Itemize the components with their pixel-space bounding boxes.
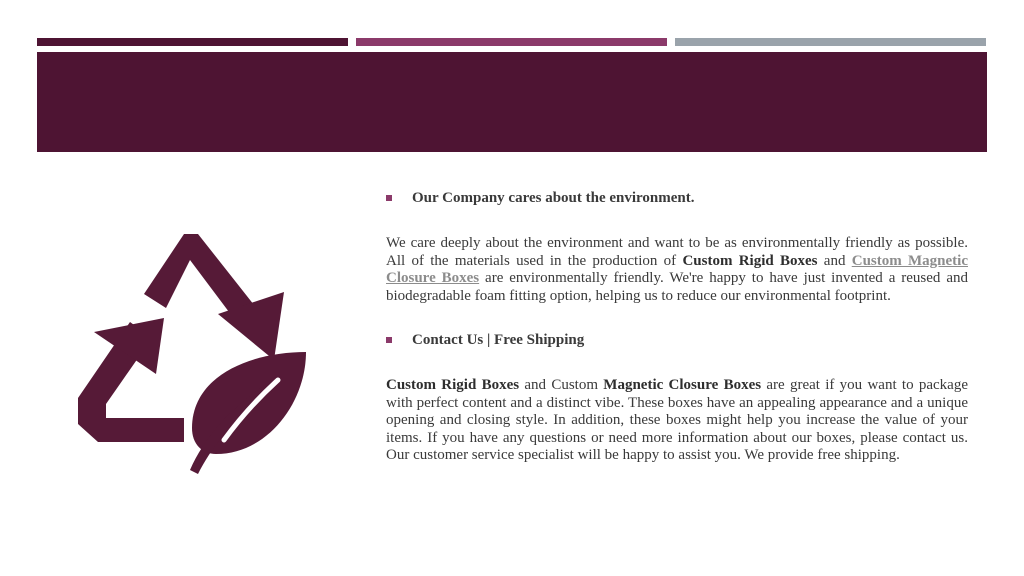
- section-heading-environment: [386, 188, 968, 208]
- bold-magnetic-closure-boxes: Magnetic Closure Boxes: [603, 377, 762, 393]
- heading-text: Our Company cares about the environment.: [412, 190, 695, 206]
- bold-rigid-boxes: Custom Rigid Boxes: [682, 252, 818, 269]
- heading-text: Contact Us | Free Shipping: [412, 332, 585, 348]
- top-stripe-gray: [675, 38, 986, 46]
- section-heading-contact: [386, 330, 968, 350]
- paragraph-environment: We care deeply about the environment and want to be as environmentally friendly as possible. All of the materials used in the production of Custom Rigid Boxes and Custom Magnetic Closure Boxes are environmentally friendly. We're happy to have just invented a reused and biodegradable foam fitting option, helping us to reduce our environmental footprint.: [386, 235, 968, 304]
- square-bullet-icon: [386, 195, 392, 201]
- title-banner: [37, 52, 987, 152]
- link-magnetic-closure-boxes[interactable]: Custom Magnetic Closure Boxes: [386, 252, 968, 286]
- content-column: [386, 188, 968, 465]
- top-stripe-magenta: [356, 38, 667, 46]
- square-bullet-icon: [386, 337, 392, 343]
- bold-rigid-boxes: Custom Rigid Boxes: [386, 377, 520, 393]
- paragraph-contact: Custom Rigid Boxes and Custom Magnetic Closure Boxes are great if you want to package with perfect content and a distinct vibe. These boxes have an appealing appearance and a unique opening and closing style. In addition, these boxes might help you increase the value of your items. If you have any questions or need more information about our boxes, please contact us. Our customer service specialist will be happy to assist you. We provide free shipping.: [386, 377, 968, 463]
- top-stripe-dark: [37, 38, 348, 46]
- recycle-leaf-icon: [74, 228, 314, 476]
